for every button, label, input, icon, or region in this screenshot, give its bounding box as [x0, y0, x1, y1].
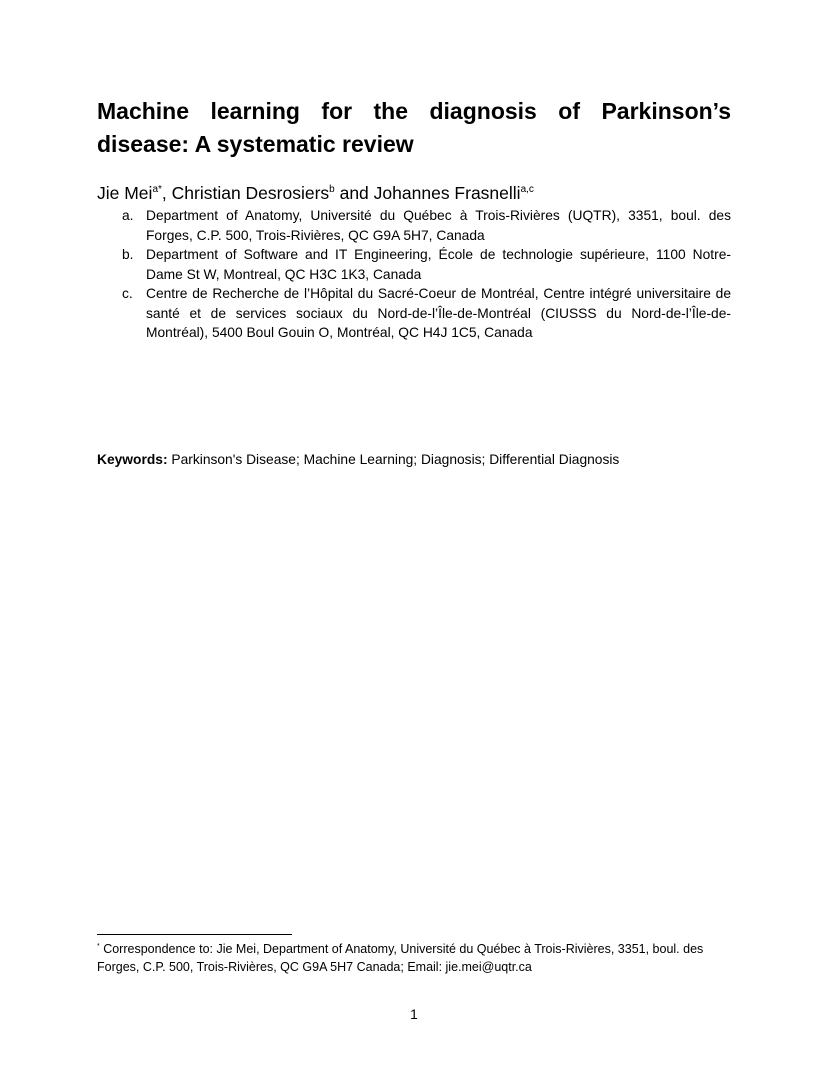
correspondence-footnote [97, 941, 737, 976]
keywords-label: Keywords: [97, 452, 168, 467]
affiliation-text: Department of Software and IT Engineering, École de technologie supérieure, 1100 Notre-Dame St W, Montreal, QC H3C 1K3, Canada [146, 247, 731, 282]
author-name: Christian Desrosiers [171, 183, 330, 203]
author-separator: , [161, 183, 172, 203]
affiliation-letter: c. [122, 286, 133, 301]
keywords-line [97, 450, 737, 469]
author-affiliation-marker: b [329, 184, 335, 195]
page-number: 1 [410, 1007, 418, 1022]
affiliation-item [97, 245, 731, 284]
affiliation-item [97, 284, 731, 343]
affiliation-letter: a. [122, 208, 134, 223]
author-line [97, 181, 737, 205]
affiliation-text: Centre de Recherche de l’Hôpital du Sacré-Coeur de Montréal, Centre intégré universitaire de santé et de services sociaux du Nord-de-l’Île-de-Montréal (CIUSSS du Nord-de-l’Île-de-Montréal), 5400 Boul Gouin O, Montréal, QC H4J 1C5, Canada [146, 286, 731, 340]
author-name: Jie Mei [97, 183, 153, 203]
paper-title: Machine learning for the diagnosis of Parkinson’s disease: A systematic review [97, 98, 731, 157]
author-affiliation-marker: a,c [520, 184, 534, 195]
affiliation-list [97, 206, 731, 343]
footnote-divider [97, 934, 292, 935]
keywords-text: Parkinson's Disease; Machine Learning; Diagnosis; Differential Diagnosis [167, 452, 620, 467]
author-name: Johannes Frasnelli [373, 183, 521, 203]
affiliation-text: Department of Anatomy, Université du Québec à Trois-Rivières (UQTR), 3351, boul. des Forges, C.P. 500, Trois-Rivières, QC G9A 5H7, Canada [146, 208, 731, 243]
footnote-marker: * [97, 943, 100, 950]
author-separator: and [334, 183, 374, 203]
affiliation-item [97, 206, 731, 245]
affiliation-letter: b. [122, 247, 134, 262]
author-affiliation-marker: a* [152, 184, 162, 195]
footnote-text: Correspondence to: Jie Mei, Department of Anatomy, Université du Québec à Trois-Rivières, 3351, boul. des Forges, C.P. 500, Trois-Rivières, QC G9A 5H7 Canada; Email: jie.mei@uqtr.ca [97, 942, 704, 974]
